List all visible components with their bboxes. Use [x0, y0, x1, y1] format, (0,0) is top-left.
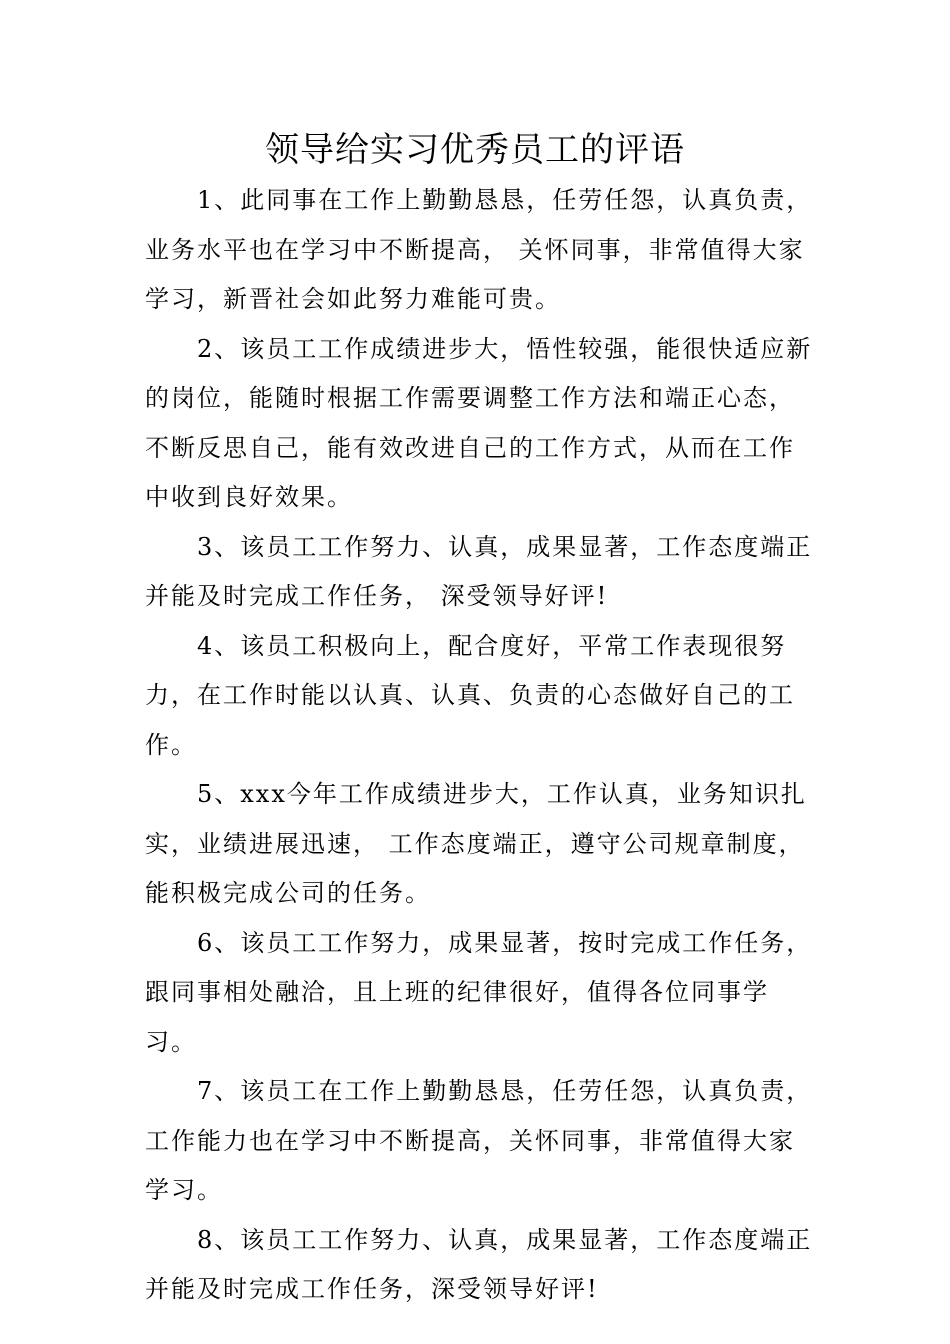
paragraph-8: 8、该员工工作努力、认真，成果显著，工作态度端正并能及时完成工作任务，深受领导好评!	[145, 1225, 813, 1303]
document-title: 领导给实习优秀员工的评语	[265, 130, 685, 170]
paragraph-4: 4、该员工积极向上，配合度好，平常工作表现很努力，在工作时能以认真、认真、负责的心态做好自己的工作。	[145, 631, 795, 759]
paragraph-5: 5、xxx今年工作成绩进步大，工作认真，业务知识扎实，业绩进展迅速， 工作态度端正，遵守公司规章制度，能积极完成公司的任务。	[145, 780, 807, 907]
paragraph-2: 2、该员工工作成绩进步大，悟性较强，能很快适应新的岗位，能随时根据工作需要调整工作方法和端正心态，不断反思自己，能有效改进自己的工作方式，从而在工作中收到良好效果。	[145, 334, 813, 511]
paragraph-7: 7、该员工在工作上勤勤恳恳，任劳任怨，认真负责，工作能力也在学习中不断提高，关怀同事，非常值得大家学习。	[145, 1077, 813, 1204]
paragraph-1: 1、此同事在工作上勤勤恳恳，任劳任怨，认真负责，业务水平也在学习中不断提高， 关怀同事，非常值得大家学习，新晋社会如此努力难能可贵。	[145, 186, 813, 313]
paragraph-6: 6、该员工工作努力，成果显著，按时完成工作任务，跟同事相处融洽，且上班的纪律很好，值得各位同事学习。	[145, 928, 813, 1056]
paragraph-3: 3、该员工工作努力、认真，成果显著，工作态度端正并能及时完成工作任务， 深受领导好评!	[145, 532, 813, 610]
document-body	[145, 176, 817, 1315]
